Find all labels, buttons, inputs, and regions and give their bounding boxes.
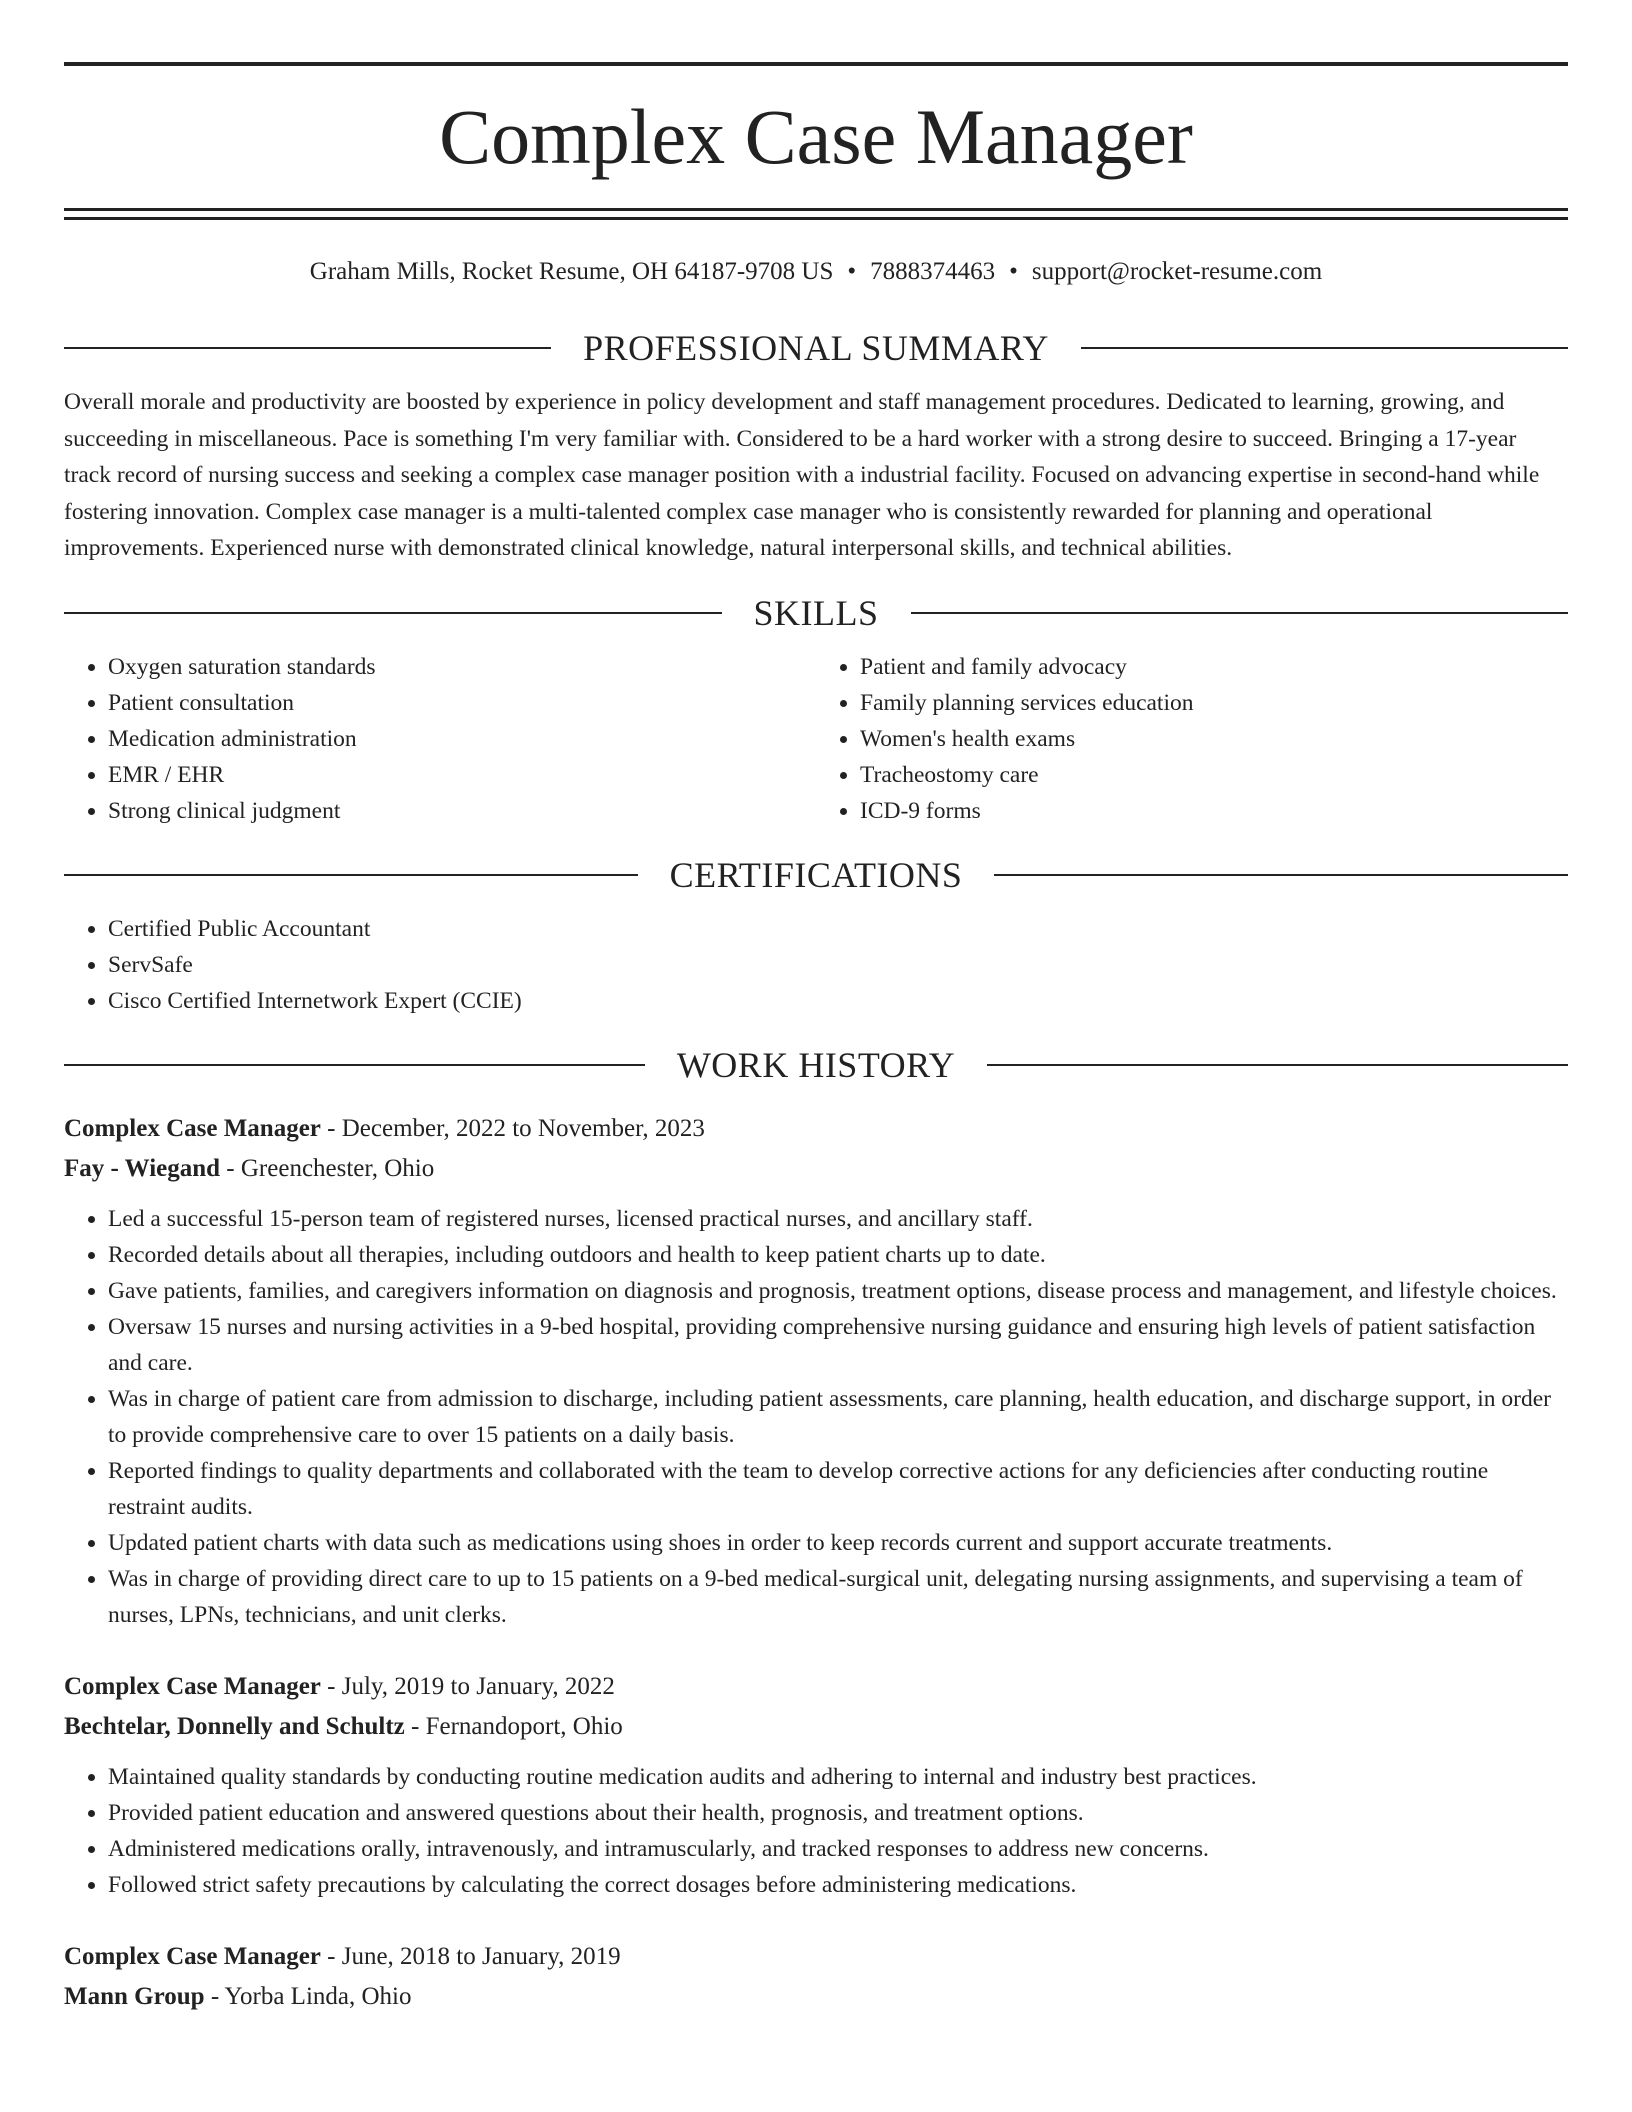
list-item: • Recorded details about all therapies, including outdoors and health to keep patient charts up to date. xyxy=(108,1237,1568,1273)
job-dates: - July, 2019 to January, 2022 xyxy=(320,1672,615,1700)
skills-right-list xyxy=(816,649,1568,829)
list-item: • Strong clinical judgment xyxy=(108,793,816,829)
list-item: • Women's health exams xyxy=(860,721,1568,757)
list-item: • Certified Public Accountant xyxy=(108,911,1568,947)
skills-left-list xyxy=(64,649,816,829)
job-title: Complex Case Manager xyxy=(64,1114,321,1142)
list-item: • Updated patient charts with data such as medications using shoes in order to keep records current and support accurate treatments. xyxy=(108,1525,1568,1561)
section-heading-work xyxy=(64,1043,1568,1087)
job-company-line xyxy=(64,1977,1568,2017)
summary-text: Overall morale and productivity are boosted by experience in policy development and staff management procedures. Dedicated to learning, growing, and succeeding in miscellaneous. Pace is something I'm very familiar with. Considered to be a hard worker with a strong desire to succeed. Bringing a 17-year track record of nursing success and seeking a complex case manager position with a industrial facility. Focused on advancing expertise in second-hand while fostering innovation. Complex case manager is a multi-talented complex case manager who is consistently rewarded for planning and operational improvements. Experienced nurse with demonstrated clinical knowledge, natural interpersonal skills, and technical abilities. xyxy=(64,389,1540,561)
list-item: • Medication administration xyxy=(108,721,816,757)
list-item: • Patient and family advocacy xyxy=(860,649,1568,685)
list-item: • Maintained quality standards by conducting routine medication audits and adhering to internal and industry best practices. xyxy=(108,1759,1568,1795)
job-entry xyxy=(64,1667,1568,1903)
list-item: • Patient consultation xyxy=(108,685,816,721)
section-heading-skills xyxy=(64,591,1568,635)
heading-rule xyxy=(64,874,638,876)
job-location: - Yorba Linda, Ohio xyxy=(204,1982,412,2010)
heading-rule xyxy=(987,1064,1568,1066)
skills-grid xyxy=(64,635,1568,829)
title-double-rule xyxy=(64,208,1568,220)
contact-phone: 7888374463 xyxy=(870,258,996,285)
job-location: - Greenchester, Ohio xyxy=(220,1154,435,1182)
list-item: • Cisco Certified Internetwork Expert (CCIE) xyxy=(108,983,1568,1019)
job-location: - Fernandoport, Ohio xyxy=(404,1712,623,1740)
heading-rule xyxy=(64,612,722,614)
heading-rule xyxy=(1081,347,1568,349)
job-bullets xyxy=(64,1201,1568,1633)
contact-line xyxy=(64,256,1568,288)
list-item: • Led a successful 15-person team of registered nurses, licensed practical nurses, and ancillary staff. xyxy=(108,1201,1568,1237)
list-item: • Family planning services education xyxy=(860,685,1568,721)
heading-rule xyxy=(911,612,1569,614)
list-item: • Was in charge of patient care from admission to discharge, including patient assessments, care planning, health education, and discharge support, in order to provide comprehensive care to over 15 patients on a daily basis. xyxy=(108,1381,1568,1453)
skills-heading: SKILLS xyxy=(753,592,879,633)
work-heading: WORK HISTORY xyxy=(676,1044,956,1085)
certifications-heading: CERTIFICATIONS xyxy=(669,854,963,895)
section-heading-summary xyxy=(64,326,1568,370)
list-item: • Reported findings to quality departments and collaborated with the team to develop corrective actions for any deficiencies after conducting routine restraint audits. xyxy=(108,1453,1568,1525)
job-company: Mann Group xyxy=(64,1982,205,2010)
job-dates: - June, 2018 to January, 2019 xyxy=(320,1942,621,1970)
list-item: • ICD-9 forms xyxy=(860,793,1568,829)
job-entry xyxy=(64,1937,1568,2017)
heading-rule xyxy=(64,1064,645,1066)
work-history-list xyxy=(64,1109,1568,2017)
job-title: Complex Case Manager xyxy=(64,1942,321,1970)
job-dates: - December, 2022 to November, 2023 xyxy=(320,1114,705,1142)
contact-email: support@rocket-resume.com xyxy=(1031,258,1323,285)
list-item: • Gave patients, families, and caregivers information on diagnosis and prognosis, treatment options, disease process and management, and lifestyle choices. xyxy=(108,1273,1568,1309)
list-item: • Provided patient education and answered questions about their health, prognosis, and treatment options. xyxy=(108,1795,1568,1831)
list-item: • Followed strict safety precautions by calculating the correct dosages before administering medications. xyxy=(108,1867,1568,1903)
job-bullets xyxy=(64,1759,1568,1903)
job-title-line xyxy=(64,1667,1568,1707)
top-rule xyxy=(64,62,1568,66)
list-item: • Oversaw 15 nurses and nursing activities in a 9-bed hospital, providing comprehensive nursing guidance and ensuring high levels of patient satisfaction and care. xyxy=(108,1309,1568,1381)
job-company-line xyxy=(64,1149,1568,1189)
job-company: Bechtelar, Donnelly and Schultz xyxy=(64,1712,405,1740)
resume-title: Complex Case Manager xyxy=(439,93,1193,180)
contact-address: Graham Mills, Rocket Resume, OH 64187-9708 US xyxy=(309,258,834,285)
list-item: • ServSafe xyxy=(108,947,1568,983)
job-entry xyxy=(64,1109,1568,1633)
list-item: • Tracheostomy care xyxy=(860,757,1568,793)
list-item: • Was in charge of providing direct care to up to 15 patients on a 9-bed medical-surgical unit, delegating nursing assignments, and supervising a team of nurses, LPNs, technicians, and unit clerks. xyxy=(108,1561,1568,1633)
summary-heading: PROFESSIONAL SUMMARY xyxy=(583,328,1049,368)
section-heading-certifications xyxy=(64,853,1568,897)
job-title-line xyxy=(64,1109,1568,1149)
certifications-list xyxy=(64,911,1568,1019)
job-title-line xyxy=(64,1937,1568,1977)
list-item: • Oxygen saturation standards xyxy=(108,649,816,685)
list-item: • Administered medications orally, intravenously, and intramuscularly, and tracked responses to address new concerns. xyxy=(108,1831,1568,1867)
job-company-line xyxy=(64,1707,1568,1747)
contact-separator: • xyxy=(1009,258,1018,285)
list-item: • EMR / EHR xyxy=(108,757,816,793)
heading-rule xyxy=(994,874,1568,876)
heading-rule xyxy=(64,347,551,349)
job-company: Fay - Wiegand xyxy=(64,1154,221,1182)
job-title: Complex Case Manager xyxy=(64,1672,321,1700)
contact-separator: • xyxy=(847,258,857,285)
